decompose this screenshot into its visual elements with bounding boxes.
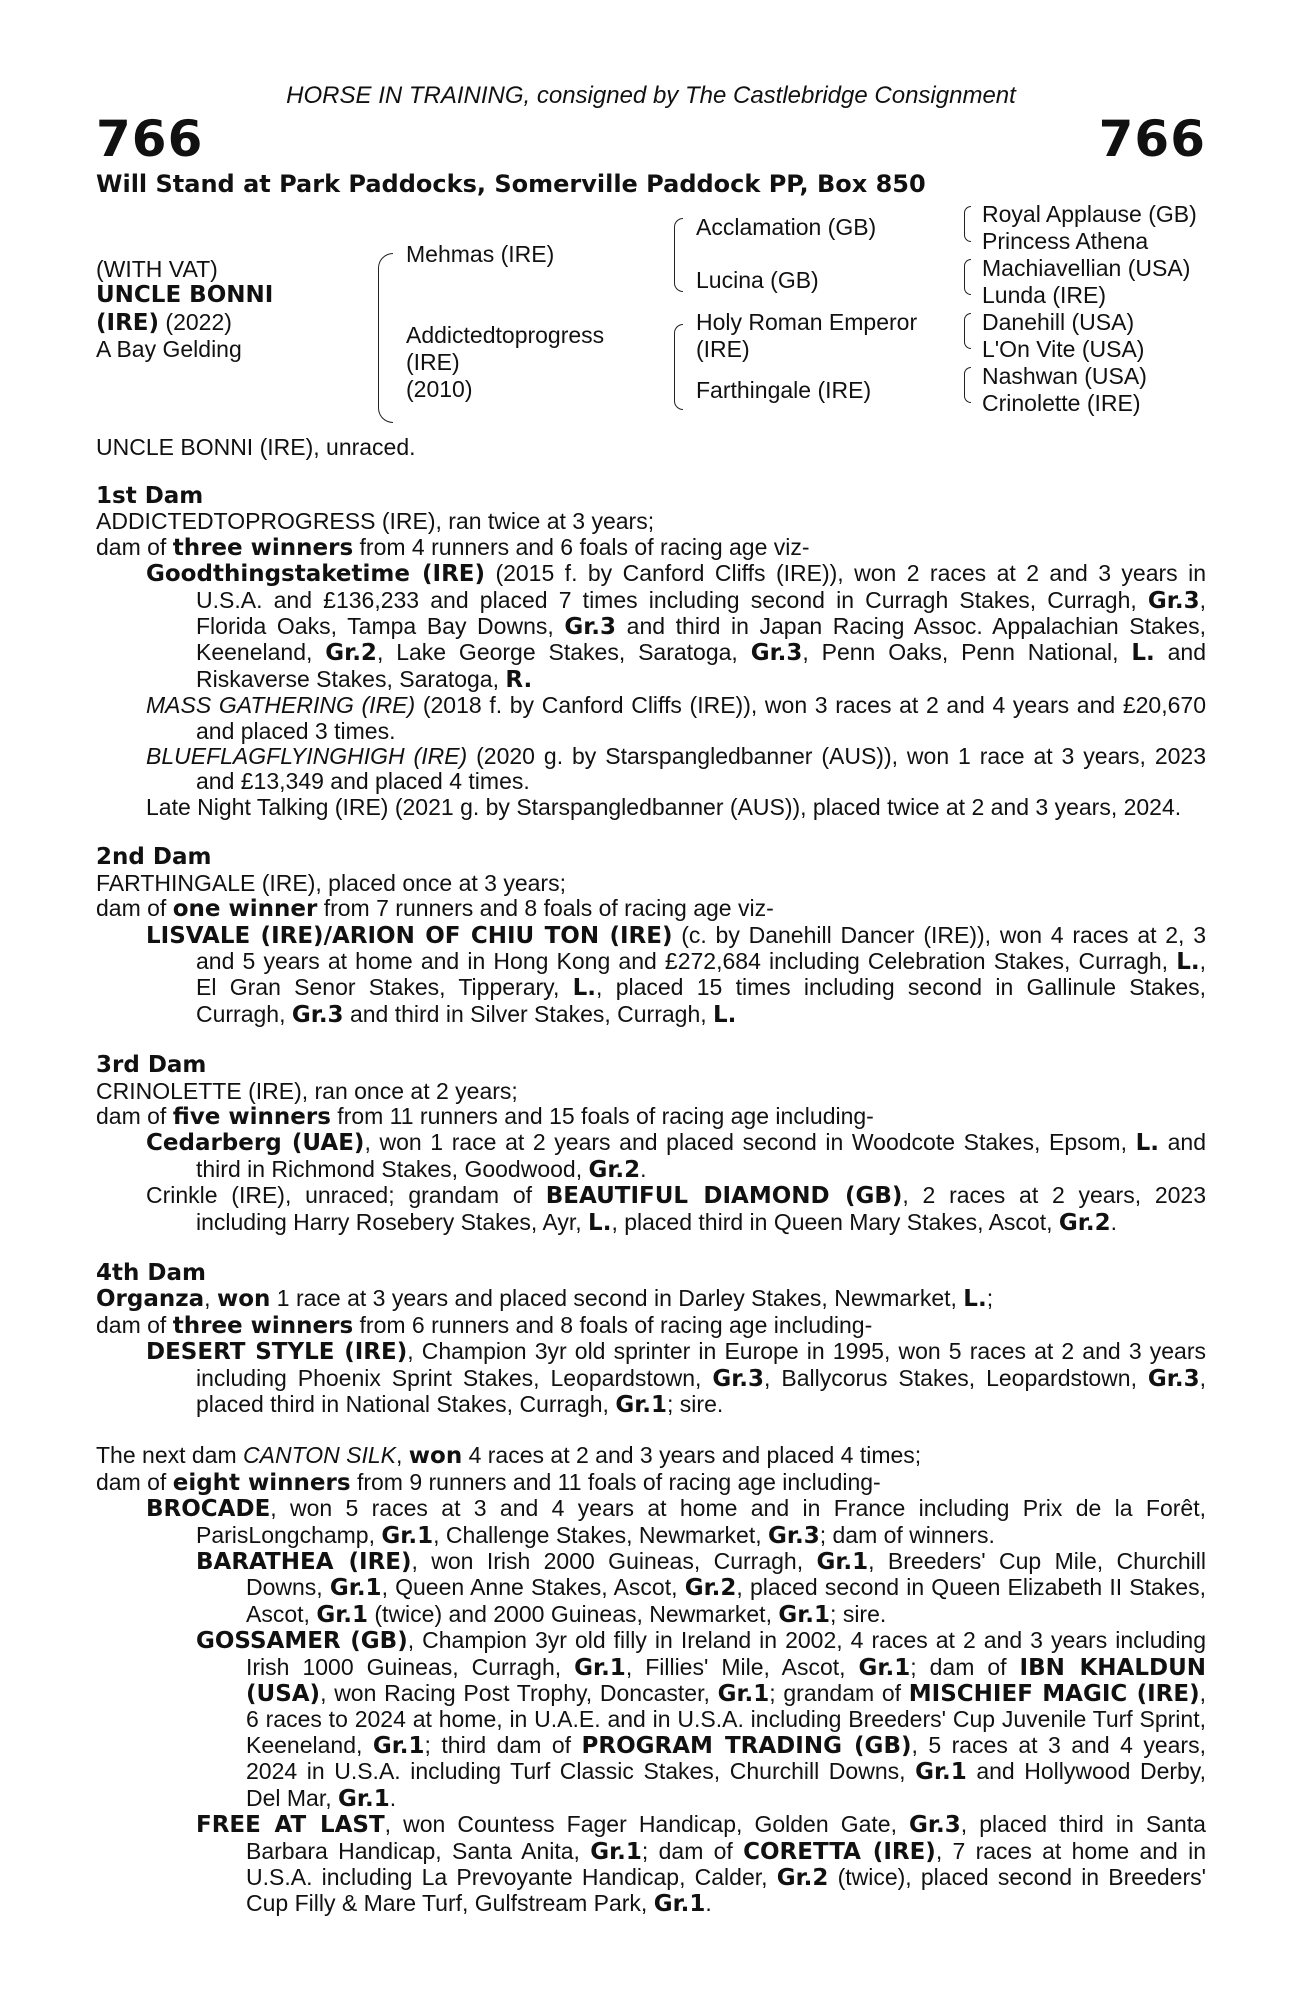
progeny-blueflagflyinghigh: BLUEFLAGFLYINGHIGH (IRE) (2020 g. by Starspangledbanner (AUS)), won 1 race at 3 years, 2023 and £13,349 and placed 4 times. — [146, 743, 1207, 795]
first-dam-produce: dam of three winners from 4 runners and 6 foals of racing age viz- — [96, 533, 810, 561]
second-dam-intro: FARTHINGALE (IRE), placed once at 3 years; — [96, 869, 566, 896]
dam-name-line3: (2010) — [406, 376, 473, 402]
next-dam-intro: The next dam CANTON SILK, won 4 races at 2 and 3 years and placed 4 times; — [96, 1442, 922, 1470]
g-brace-1 — [964, 206, 971, 242]
progeny-goodthingstaketime: Goodthingstaketime (IRE) (2015 f. by Canford Cliffs (IRE)), won 2 races at 2 and 3 years in U.S.A. and £136,233 and placed 7 times including second in Curragh Stakes, Curragh, Gr.3, Florida Oaks, Tampa Bay Downs, Gr.3 and third in Japan Racing Assoc. Appalachian Stakes, Keeneland, Gr.2, Lake George Stakes, Saratoga, Gr.3, Penn Oaks, Penn National, L. and Riskaverse Stakes, Saratoga, R. — [146, 560, 1207, 693]
third-dam-intro: CRINOLETTE (IRE), ran once at 2 years; — [96, 1077, 518, 1104]
gg-danehill: Danehill (USA) — [982, 309, 1135, 335]
third-dam-heading: 3rd Dam — [96, 1052, 207, 1079]
dam-name-line2: (IRE) — [406, 349, 460, 375]
fourth-dam-section — [96, 1261, 1206, 1418]
gg-lunda: Lunda (IRE) — [982, 282, 1107, 308]
lot-number-right: 766 — [1098, 110, 1206, 168]
third-dam-section — [96, 1053, 1206, 1236]
gg-lon-vite: L'On Vite (USA) — [982, 336, 1145, 362]
progeny-barathea: BARATHEA (IRE), won Irish 2000 Guineas, Curragh, Gr.1, Breeders' Cup Mile, Churchill Downs, Gr.1, Queen Anne Stakes, Ascot, Gr.2, placed second in Queen Elizabeth II Stakes, Ascot, Gr.1 (twice) and 2000 Guineas, Newmarket, Gr.1; sire. — [196, 1548, 1206, 1628]
progeny-desert-style: DESERT STYLE (IRE), Champion 3yr old sprinter in Europe in 1995, won 5 races at 2 and 3 years including Phoenix Sprint Stakes, Leopardstown, Gr.3, Ballycorus Stakes, Leopardstown, Gr.3, placed third in National Stakes, Curragh, Gr.1; sire. — [146, 1338, 1206, 1418]
fourth-dam-heading: 4th Dam — [96, 1259, 206, 1286]
next-dam-produce: dam of eight winners from 9 runners and 11 foals of racing age including- — [96, 1468, 881, 1496]
catalogue-page — [96, 0, 1206, 2000]
progeny-mass-gathering: MASS GATHERING (IRE) (2018 f. by Canford Cliffs (IRE)), won 3 races at 2 and 4 years and £20,670 and placed 3 times. — [146, 692, 1206, 744]
produce-record — [96, 484, 1206, 1943]
sire-sire: Acclamation (GB) — [696, 214, 877, 240]
gg-princess-athena: Princess Athena — [982, 228, 1149, 254]
sire-name: Mehmas (IRE) — [406, 241, 555, 267]
gg-machiavellian: Machiavellian (USA) — [982, 255, 1191, 281]
second-dam-heading: 2nd Dam — [96, 844, 212, 871]
second-dam-produce: dam of one winner from 7 runners and 8 foals of racing age viz- — [96, 895, 774, 923]
sire-brace — [674, 218, 683, 292]
fourth-dam-produce: dam of three winners from 6 runners and 8 foals of racing age including- — [96, 1311, 873, 1339]
sire-dam: Lucina (GB) — [696, 267, 819, 293]
horse-description: A Bay Gelding — [96, 336, 242, 362]
second-dam-section — [96, 845, 1206, 1028]
g-brace-2 — [964, 259, 971, 295]
lot-number-left: 766 — [96, 110, 204, 168]
gg-nashwan: Nashwan (USA) — [982, 363, 1147, 389]
fourth-dam-intro: Organza, won 1 race at 3 years and placed second in Darley Stakes, Newmarket, L.; — [96, 1285, 994, 1313]
g-brace-4 — [964, 367, 971, 403]
horse-name: UNCLE BONNI — [96, 282, 274, 308]
horse-origin: (IRE) — [96, 310, 160, 336]
dam-sire-line2: (IRE) — [696, 336, 750, 362]
progeny-crinkle: Crinkle (IRE), unraced; grandam of BEAUTIFUL DIAMOND (GB), 2 races at 2 years, 2023 including Harry Rosebery Stakes, Ayr, L., placed third in Queen Mary Stakes, Ascot, Gr.2. — [146, 1182, 1206, 1236]
dam-name-line1: Addictedtoprogress — [406, 322, 605, 348]
dam-sire-line1: Holy Roman Emperor — [696, 309, 918, 335]
progeny-lisvale: LISVALE (IRE)/ARION OF CHIU TON (IRE) (c. by Danehill Dancer (IRE)), won 4 races at 2, 3 and 5 years at home and in Hong Kong and £272,684 including Celebration Stakes, Curragh, L., El Gran Senor Stakes, Tipperary, L., placed 15 times including second in Gallinule Stakes, Curragh, Gr.3 and third in Silver Stakes, Curragh, L. — [146, 921, 1207, 1028]
gg-crinolette: Crinolette (IRE) — [982, 390, 1141, 416]
progeny-free-at-last: FREE AT LAST, won Countess Fager Handicap, Golden Gate, Gr.3, placed third in Santa Barbara Handicap, Santa Anita, Gr.1; dam of CORETTA (IRE), 7 races at home and in U.S.A. including La Prevoyante Handicap, Calder, Gr.2 (twice), placed second in Breeders' Cup Filly & Mare Turf, Gulfstream Park, Gr.1. — [196, 1811, 1207, 1918]
first-dam-heading: 1st Dam — [96, 483, 204, 509]
next-dam-section — [96, 1443, 1206, 1917]
progeny-gossamer: GOSSAMER (GB), Champion 3yr old filly in Ireland in 2002, 4 races at 2 and 3 years including Irish 1000 Guineas, Curragh, Gr.1, Fillies' Mile, Ascot, Gr.1; dam of IBN KHALDUN (USA), won Racing Post Trophy, Doncaster, Gr.1; grandam of MISCHIEF MAGIC (IRE), 6 races to 2024 at home, in U.A.E. and in U.S.A. including Breeders' Cup Juvenile Turf Sprint, Keeneland, Gr.1; third dam of PROGRAM TRADING (GB), 5 races at 3 and 4 years, 2024 in U.S.A. including Turf Classic Stakes, Churchill Downs, Gr.1 and Hollywood Derby, Del Mar, Gr.1. — [196, 1627, 1207, 1812]
progeny-cedarberg: Cedarberg (UAE), won 1 race at 2 years and placed second in Woodcote Stakes, Epsom, L. and third in Richmond Stakes, Goodwood, Gr.2. — [146, 1129, 1207, 1183]
dam-dam: Farthingale (IRE) — [696, 377, 872, 403]
race-record: UNCLE BONNI (IRE), unraced. — [96, 434, 416, 460]
stand-location: Will Stand at Park Paddocks, Somerville Paddock PP, Box 850 — [96, 170, 926, 198]
horse-year: (2022) — [165, 309, 232, 335]
pedigree-brace — [378, 253, 393, 423]
first-dam-section — [96, 484, 1206, 820]
horse-origin-year — [96, 309, 232, 337]
dam-brace — [674, 324, 683, 410]
g-brace-3 — [964, 313, 971, 349]
first-dam-intro: ADDICTEDTOPROGRESS (IRE), ran twice at 3 years; — [96, 508, 655, 535]
consignment-header: HORSE IN TRAINING, consigned by The Castlebridge Consignment — [286, 82, 1016, 109]
progeny-late-night-talking: Late Night Talking (IRE) (2021 g. by Starspangledbanner (AUS)), placed twice at 2 and 3 years, 2024. — [146, 793, 1182, 820]
progeny-brocade: BROCADE, won 5 races at 3 and 4 years at home and in France including Prix de la Forêt, ParisLongchamp, Gr.1, Challenge Stakes, Newmarket, Gr.3; dam of winners. — [146, 1495, 1206, 1549]
gg-royal-applause: Royal Applause (GB) — [982, 201, 1197, 227]
horse-vat: (WITH VAT) — [96, 256, 218, 282]
third-dam-produce: dam of five winners from 11 runners and 15 foals of racing age including- — [96, 1102, 874, 1130]
